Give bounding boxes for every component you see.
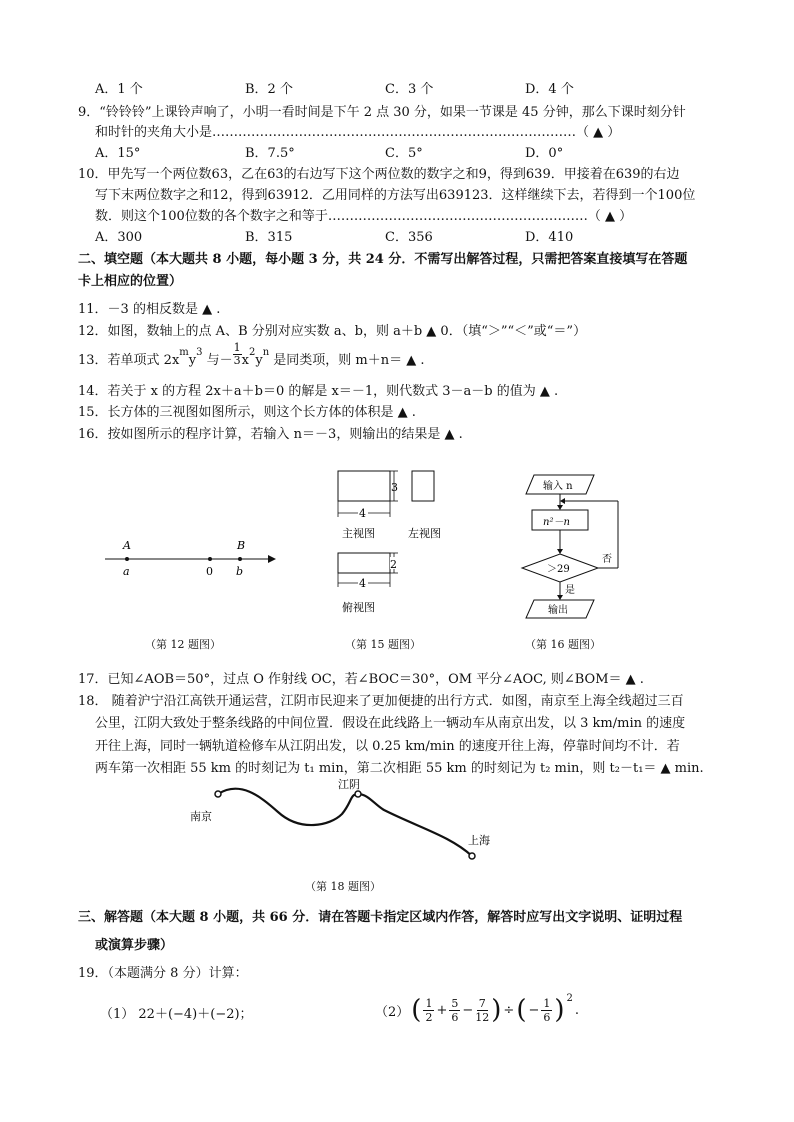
process-label: n²－n	[543, 517, 570, 528]
fig12-caption: （第 12 题图）	[145, 638, 221, 651]
q17: 17．已知∠AOB＝50°，过点 O 作射线 OC，若∠BOC＝30°，OM 平分∠AOC, 则∠BOM＝ ▲ .	[78, 672, 644, 687]
left-view-rect	[412, 471, 434, 501]
fraction-5-6: $\frac{5}{6}$	[451, 996, 459, 1024]
section3-heading-line1: 三、解答题（本大题 8 小题，共 66 分．请在答题卡指定区域内作答，解答时应写出文字说明、证明过程	[78, 910, 683, 925]
section3-heading-line2: 或演算步骤）	[95, 938, 174, 953]
dim-3: 3	[391, 481, 398, 494]
condition-label: ＞29	[547, 564, 570, 575]
no-label: 否	[602, 554, 612, 565]
q10-option-c: C．356	[385, 230, 433, 245]
rail-line	[218, 789, 472, 856]
fraction-1-2: 1 2	[425, 996, 433, 1024]
q9-option-a: A．15°	[95, 146, 141, 161]
q11: 11．－3 的相反数是 ▲ .	[78, 302, 221, 317]
q19-part2: （2） ( 1 2 + $\frac{5}{6}$ − $\frac{7}{12}$ ) ÷ ( − $\frac{1}{6}$ ) $^2$ .	[375, 992, 580, 1025]
q8-option-a: A．1 个	[95, 82, 143, 97]
q18-line4: 两车第一次相距 55 km 的时刻记为 t₁ min，第二次相距 55 km 的时刻记为 t₂ min，则 t₂－t₁＝ ▲ min.	[95, 761, 704, 776]
q13: 13．若单项式 $2x^my^3$ 与－ $\frac{1}{3}$ $x^2y^n$ 是同类项，则 m＋n＝ ▲ .	[78, 341, 425, 368]
label-A: A	[123, 539, 131, 552]
fraction-7-12: $\frac{7}{12}$	[475, 996, 490, 1024]
fig15-three-views	[330, 465, 450, 625]
station-shanghai	[469, 853, 475, 859]
q13-fraction: $\frac{1}{3}$	[233, 341, 241, 367]
q9-option-c: C．5°	[385, 146, 423, 161]
label-zero: 0	[206, 565, 213, 578]
station-nanjing	[215, 791, 221, 797]
q12: 12．如图，数轴上的点 A、B 分别对应实数 a、b，则 a＋b ▲ 0．（填“＞”“＜”或“＝”）	[78, 324, 587, 339]
dim-2: 2	[390, 558, 397, 571]
label-a: a	[123, 565, 130, 578]
q9-line2: 和时针的夹角大小是…………………………………………………………………………（ ▲ ）	[95, 125, 621, 140]
output-label: 输出	[548, 605, 568, 616]
left-view-label: 左视图	[408, 527, 441, 540]
q19-part1: （1） 22＋(−4)＋(−2)；	[100, 1007, 253, 1022]
q10-line1: 10．甲先写一个两位数63，乙在63的右边写下这个两位数的数字之和9，得到639．甲接着在639的右边	[78, 167, 680, 182]
front-view-label: 主视图	[342, 527, 375, 540]
q18-line1: 18． 随着沪宁沿江高铁开通运营，江阴市民迎来了更加便捷的出行方式．如图，南京至上海全线超过三百	[78, 694, 684, 709]
section2-heading-line2: 卡上相应的位置）	[78, 274, 183, 289]
section2-heading-line1: 二、填空题（本大题共 8 小题，每小题 3 分，共 24 分．不需写出解答过程，只需把答案直接填写在答题	[78, 252, 688, 267]
fig18-caption: （第 18 题图）	[305, 880, 381, 893]
shanghai-label: 上海	[468, 834, 490, 847]
jiangyin-label: 江阴	[338, 778, 360, 791]
q10-line3: 数．则这个100位数的各个数字之和等于……………………………………………………（ ▲ ）	[95, 209, 633, 224]
station-jiangyin	[355, 791, 361, 797]
dim-4-front: 4	[359, 507, 366, 520]
q8-option-c: C．3 个	[385, 82, 434, 97]
q10-option-b: B．315	[245, 230, 293, 245]
q9-line1: 9．“铃铃铃”上课铃声响了，小明一看时间是下午 2 点 30 分，如果一节课是 45 分钟，那么下课时刻分针	[78, 105, 686, 120]
point-zero	[208, 557, 212, 561]
fig12-number-line	[100, 535, 280, 585]
fig16-flowchart	[510, 470, 640, 625]
q10-option-a: A．300	[95, 230, 143, 245]
q14: 14．若关于 x 的方程 2x＋a＋b＝0 的解是 x＝－1，则代数式 3－a－b 的值为 ▲ .	[78, 384, 559, 399]
arrow-right-icon	[268, 555, 276, 563]
top-view-label: 俯视图	[342, 601, 375, 614]
fig18-rail-map	[180, 776, 510, 876]
front-view-rect	[338, 471, 390, 501]
label-b: b	[236, 565, 244, 578]
q9-option-d: D．0°	[525, 146, 564, 161]
point-b	[238, 557, 242, 561]
fig15-caption: （第 15 题图）	[345, 638, 421, 651]
q15: 15．长方体的三视图如图所示，则这个长方体的体积是 ▲ .	[78, 405, 416, 420]
q8-option-b: B．2 个	[245, 82, 293, 97]
fig16-caption: （第 16 题图）	[525, 638, 601, 651]
top-view-rect	[338, 553, 390, 573]
q18-line2: 公里，江阴大致处于整条线路的中间位置．假设在此线路上一辆动车从南京出发，以 3 km/min 的速度	[95, 716, 686, 731]
q19-title: 19．（本题满分 8 分）计算：	[78, 966, 248, 981]
nanjing-label: 南京	[190, 810, 212, 823]
q10-line2: 写下末两位数字之和12，得到63912．乙用同样的方法写出639123．这样继续下去，若得到一个100位	[95, 188, 696, 203]
dim-4-top: 4	[359, 577, 366, 590]
point-a	[125, 557, 129, 561]
label-B: B	[237, 539, 246, 552]
fraction-1-6: $\frac{1}{6}$	[543, 996, 551, 1024]
q10-option-d: D．410	[525, 230, 574, 245]
q18-line3: 开往上海，同时一辆轨道检修车从江阴出发，以 0.25 km/min 的速度开往上海，停靠时间均不计．若	[95, 739, 680, 754]
q16: 16．按如图所示的程序计算，若输入 n＝－3，则输出的结果是 ▲ .	[78, 427, 463, 442]
q8-option-d: D．4 个	[525, 82, 574, 97]
q9-option-b: B．7.5°	[245, 146, 295, 161]
input-label: 输入 n	[543, 481, 573, 492]
yes-label: 是	[565, 585, 575, 596]
